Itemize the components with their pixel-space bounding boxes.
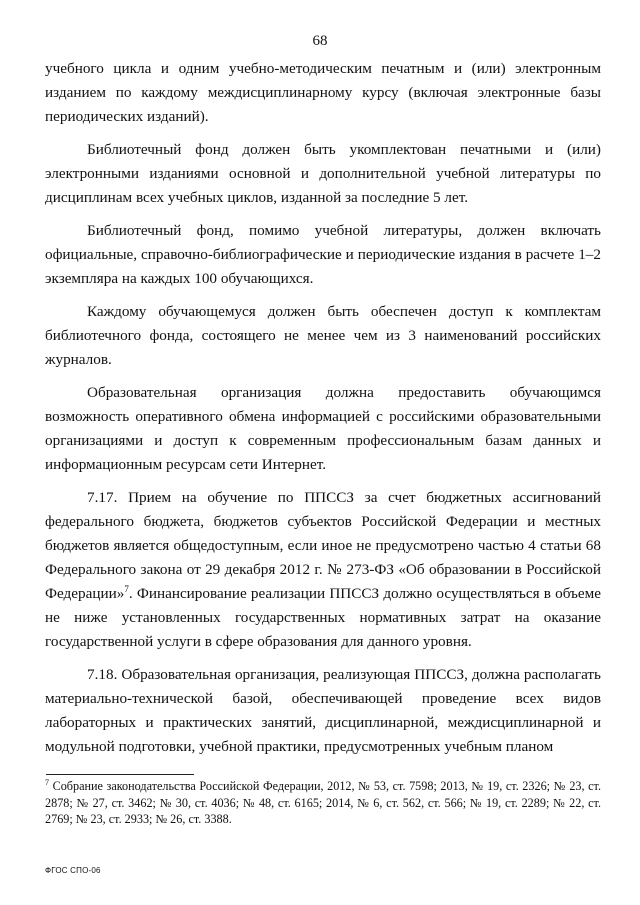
body-text	[45, 57, 601, 768]
footnote-reference: 7	[124, 583, 129, 594]
page-number: 68	[312, 33, 328, 49]
paragraph-7-17-text: 7.17. Прием на обучение по ППССЗ за счет бюджетных ассигнований федерального бюджета, бюджетов субъектов Российской Федерации и местных бюджетов является общедоступным, если иное не предусмотрено частью 4 статьи 68 Федерального закона от 29 декабря 2012 г. № 273-ФЗ «Об образовании в Российской Федерации»	[45, 489, 601, 602]
footnote-marker: 7	[45, 777, 49, 787]
footnote	[45, 778, 601, 828]
paragraph-continuation: учебного цикла и одним учебно-методическим печатным и (или) электронным изданием по каждому междисциплинарному курсу (включая электронные базы периодических изданий).	[45, 60, 601, 125]
paragraph-7-17-tail: . Финансирование реализации ППССЗ должно осуществляться в объеме не ниже установленных государственных нормативных затрат на оказание государственной услуги в сфере образования для данного уровня.	[45, 585, 601, 650]
paragraph-information-exchange: Образовательная организация должна предоставить обучающимся возможность оперативного обмена информацией с российскими образовательными организациями и доступ к современным профессиональным базам данных и информационным ресурсам сети Интернет.	[45, 384, 601, 473]
paragraph-library-fund: Библиотечный фонд должен быть укомплектован печатными и (или) электронными изданиями основной и дополнительной учебной литературы по дисциплинам всех учебных циклов, изданной за последние 5 лет.	[45, 141, 601, 206]
footnote-text: Собрание законодательства Российской Федерации, 2012, № 53, ст. 7598; 2013, № 19, ст. 2326; № 23, ст. 2878; № 27, ст. 3462; № 30, ст. 4036; № 48, ст. 6165; 2014, № 6, ст. 562, ст. 566; № 19, ст. 2289; № 22, ст. 2769; № 23, ст. 2933; № 26, ст. 3388.	[45, 779, 601, 826]
footnote-divider	[46, 774, 194, 775]
paragraph-library-fund-periodicals: Библиотечный фонд, помимо учебной литературы, должен включать официальные, справочно-библиографические и периодические издания в расчете 1–2 экземпляра на каждых 100 обучающихся.	[45, 222, 601, 287]
paragraph-journal-access: Каждому обучающемуся должен быть обеспечен доступ к комплектам библиотечного фонда, состоящего не менее чем из 3 наименований российских журналов.	[45, 303, 601, 368]
paragraph-7-18: 7.18. Образовательная организация, реализующая ППССЗ, должна располагать материально-технической базой, обеспечивающей проведение всех видов лабораторных и практических занятий, дисциплинарной, междисциплинарной и модульной подготовки, учебной практики, предусмотренных учебным планом	[45, 666, 601, 755]
document-code: ФГОС СПО-06	[45, 866, 101, 875]
paragraph-7-17	[45, 486, 601, 654]
